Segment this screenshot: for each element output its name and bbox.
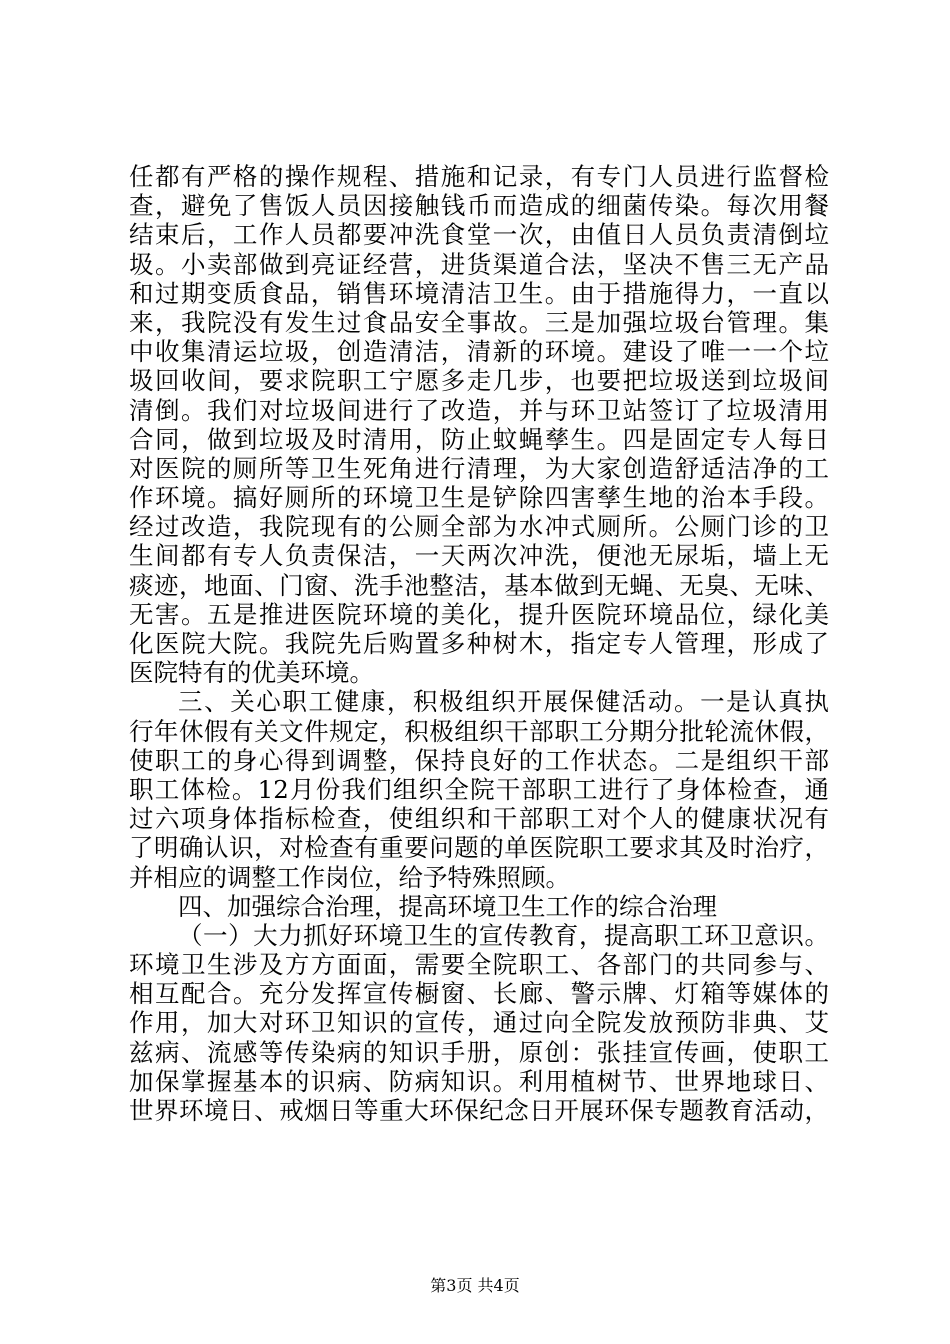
- text-line: 行年休假有关文件规定，积极组织干部职工分期分批轮流休假，: [129, 716, 829, 746]
- text-line: 经过改造，我院现有的公厕全部为水冲式厕所。公厕门诊的卫: [129, 512, 829, 542]
- subsection-heading: （一）大力抓好环境卫生的宣传教育，提高职工环卫意识。: [178, 920, 829, 950]
- text-line: 加保掌握基本的识病、防病知识。利用植树节、世界地球日、: [129, 1066, 829, 1096]
- text-line: 世界环境日、戒烟日等重大环保纪念日开展环保专题教育活动，: [129, 1096, 829, 1125]
- text-line: 对医院的厕所等卫生死角进行清理，为大家创造舒适洁净的工: [129, 453, 829, 483]
- text-line: 过六项身体指标检查，使组织和干部职工对个人的健康状况有: [129, 804, 829, 834]
- text-line: 任都有严格的操作规程、措施和记录，有专门人员进行监督检: [129, 162, 829, 191]
- document-body: [129, 162, 829, 1125]
- text-line: 结束后，工作人员都要冲洗食堂一次，由值日人员负责清倒垃: [129, 220, 829, 250]
- text-line: 生间都有专人负责保洁，一天两次冲洗，便池无尿垢，墙上无: [129, 541, 829, 571]
- text-line: 环境卫生涉及方方面面，需要全院职工、各部门的共同参与、: [129, 950, 829, 980]
- text-line: 合同，做到垃圾及时清用，防止蚊蝇孳生。四是固定专人每日: [129, 424, 829, 454]
- section-heading: 三、关心职工健康，积极组织开展保健活动。一是认真执: [178, 687, 829, 717]
- text-line: 作环境。搞好厕所的环境卫生是铲除四害孳生地的治本手段。: [129, 483, 829, 513]
- text-line: 职工体检。12月份我们组织全院干部职工进行了身体检查，通: [129, 774, 829, 804]
- text-line: 作用，加大对环卫知识的宣传，通过向全院发放预防非典、艾: [129, 1008, 829, 1038]
- text-line: 圾回收间，要求院职工宁愿多走几步，也要把垃圾送到垃圾间: [129, 366, 829, 396]
- section-heading: 四、加强综合治理，提高环境卫生工作的综合治理: [178, 891, 717, 921]
- text-line: 了明确认识，对检查有重要问题的单医院职工要求其及时治疗，: [129, 833, 829, 863]
- text-line: 使职工的身心得到调整，保持良好的工作状态。二是组织干部: [129, 745, 829, 775]
- text-line: 和过期变质食品，销售环境清洁卫生。由于措施得力，一直以: [129, 278, 829, 308]
- text-line: 来，我院没有发生过食品安全事故。三是加强垃圾台管理。集: [129, 307, 829, 337]
- text-line: 无害。五是推进医院环境的美化，提升医院环境品位，绿化美: [129, 599, 829, 629]
- page-number-footer: 第3页 共4页: [430, 1276, 520, 1295]
- text-line: 痰迹，地面、门窗、洗手池整洁，基本做到无蝇、无臭、无味、: [129, 570, 829, 600]
- text-line: 相互配合。充分发挥宣传橱窗、长廊、警示牌、灯箱等媒体的: [129, 979, 829, 1009]
- text-line: 医院特有的优美环境。: [129, 658, 374, 688]
- text-line: 化医院大院。我院先后购置多种树木，指定专人管理，形成了: [129, 629, 829, 658]
- text-line: 兹病、流感等传染病的知识手册，原创：张挂宣传画，使职工: [129, 1037, 829, 1067]
- text-line: 查，避免了售饭人员因接触钱币而造成的细菌传染。每次用餐: [129, 191, 829, 221]
- text-line: 并相应的调整工作岗位，给予特殊照顾。: [129, 862, 570, 892]
- text-line: 中收集清运垃圾，创造清洁，清新的环境。建设了唯一一个垃: [129, 337, 829, 367]
- text-line: 清倒。我们对垃圾间进行了改造，并与环卫站签订了垃圾清用: [129, 395, 829, 425]
- text-line: 圾。小卖部做到亮证经营，进货渠道合法，坚决不售三无产品: [129, 249, 829, 279]
